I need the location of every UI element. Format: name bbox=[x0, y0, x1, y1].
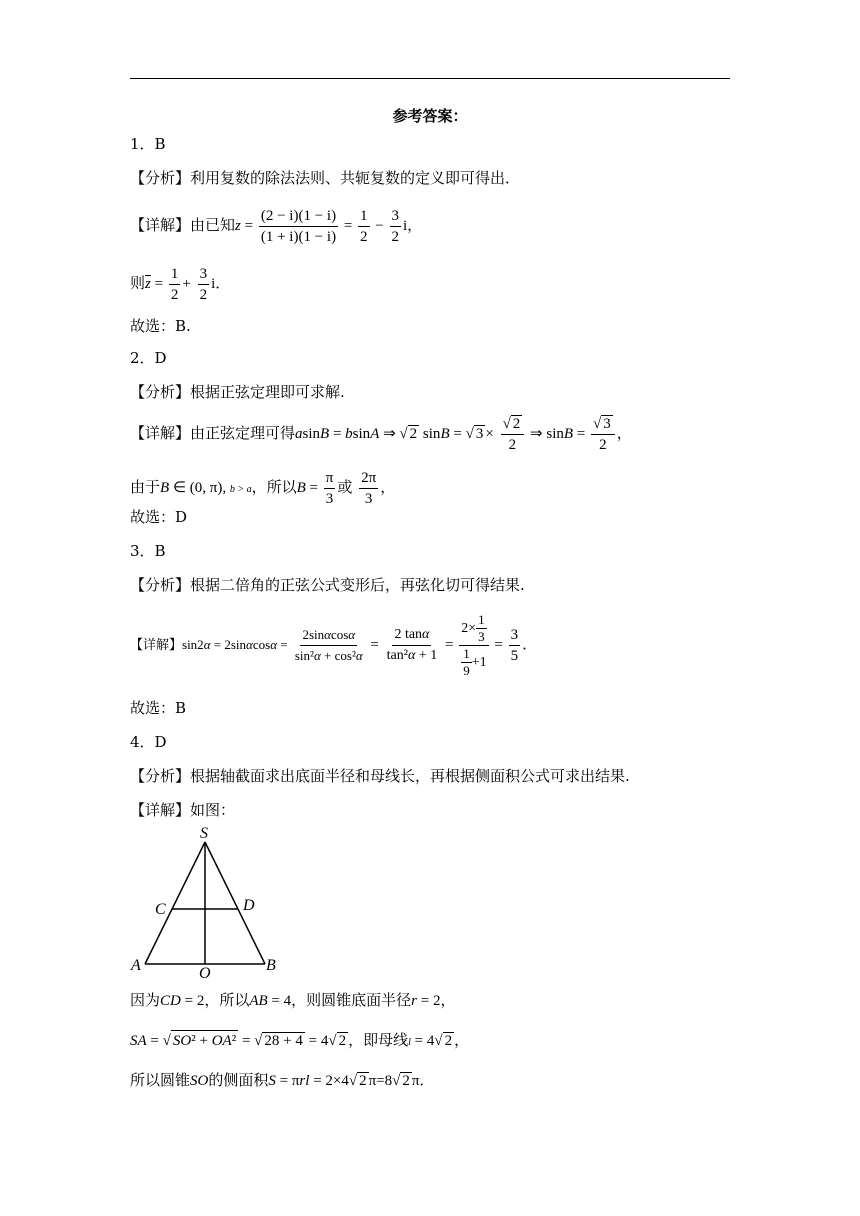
q3-choice: 故选：B bbox=[130, 699, 187, 717]
label-s: S bbox=[200, 825, 208, 842]
edge-sa bbox=[145, 842, 205, 964]
answers-title: 参考答案： bbox=[392, 107, 468, 125]
q4-line3-mid: 的侧面积 bbox=[208, 1071, 269, 1089]
q1-conjugate: 则$\overline{z}$ = $\frac{1}{2}$ + $\frac{3}{2}$ i． bbox=[130, 265, 231, 303]
q1-choice: 故选：B. bbox=[130, 317, 191, 335]
q3-analysis: 【分析】根据二倍角的正弦公式变形后，再弦化切可得结果. bbox=[130, 576, 525, 594]
q2-number: 2．D bbox=[130, 349, 167, 367]
q4-line2: SA = √ SO² + OA² = √ 28 + 4 = 4√ 2 ，即母线l = 4√ 2 ， bbox=[130, 1031, 470, 1049]
q1-fraction: $\frac{(2 - i)(1 - i)}{(1 + i)(1 - i)}$ bbox=[260, 207, 337, 245]
q1-number: 1．B bbox=[130, 135, 166, 153]
q4-line3: 所以圆锥SO的侧面积S = πrl = 2×4√ 2 π=8√ 2 π． bbox=[130, 1071, 435, 1089]
label-d: D bbox=[243, 897, 255, 914]
q2-range: 由于B ∈ (0, π), b > a，所以B = $\frac{\pi}{3}$ 或 $\frac{2\pi}{3}$ ， bbox=[130, 469, 396, 507]
q2-range-mid: ，所以 bbox=[251, 478, 297, 496]
q2-or: 或 bbox=[337, 478, 353, 496]
q4-line1-c: ，则圆锥底面半径 bbox=[291, 991, 412, 1009]
q3-number: 3．B bbox=[130, 542, 166, 560]
q4-line1-b: ，所以 bbox=[204, 991, 250, 1009]
q1-analysis: 【分析】利用复数的除法法则、共轭复数的定义即可得出． bbox=[130, 169, 521, 187]
q1-detail: 【详解】由已知z = $\frac{(2 - i)(1 - i)}{(1 + i)(1 - i)}$ = $\frac{1}{2}$ − $\frac{3}{2}$ i， bbox=[130, 207, 423, 245]
q1-conj-label: 则 bbox=[130, 274, 146, 292]
edge-sb bbox=[205, 842, 265, 964]
q2-range-label: 由于 bbox=[130, 478, 161, 496]
label-o: O bbox=[199, 965, 211, 982]
q2-detail: 【详解】由正弦定理可得asinB = bsinA ⇒ √ 2 sinB = √ 3 × $\frac{√ 2}{2}$ ⇒ sinB = $\frac{√ 3}{2}$ ， bbox=[130, 415, 632, 453]
q4-line1-a: 因为 bbox=[130, 991, 161, 1009]
label-a: A bbox=[131, 957, 141, 974]
cone-cross-section-figure bbox=[125, 822, 295, 982]
q4-number: 4．D bbox=[130, 733, 167, 751]
q2-analysis: 【分析】根据正弦定理即可求解. bbox=[130, 383, 345, 401]
q4-line2-mid: ，即母线 bbox=[348, 1031, 409, 1049]
q4-line3-prefix: 所以圆锥 bbox=[130, 1071, 191, 1089]
q3-detail-label: 【详解】 bbox=[130, 638, 183, 653]
q4-detail: 【详解】如图： bbox=[130, 801, 236, 819]
q4-line1: 因为CD = 2，所以AB = 4，则圆锥底面半径r = 2， bbox=[130, 991, 456, 1009]
q2-choice: 故选：D bbox=[130, 508, 188, 526]
label-b: B bbox=[266, 957, 276, 974]
label-c: C bbox=[155, 901, 166, 918]
header-rule bbox=[130, 78, 730, 79]
q3-detail: 【详解】sin2α = 2sinαcosα = $\frac{2\sin\alpha\cos\alpha}{\text{sin²α + cos²α}}$ = $\frac{2 \tan\alpha}{\text{tan²α + 1}}$ = 2× $\frac{1}{3}$ $\frac{1}{9}$ +1 = $\frac{3}{5}$ ． bbox=[130, 612, 538, 678]
q2-detail-label: 【详解】由正弦定理可得 bbox=[130, 424, 296, 442]
q1-detail-label: 【详解】由已知 bbox=[130, 216, 236, 234]
q4-analysis: 【分析】根据轴截面求出底面半径和母线长，再根据侧面积公式可求出结果. bbox=[130, 767, 630, 785]
